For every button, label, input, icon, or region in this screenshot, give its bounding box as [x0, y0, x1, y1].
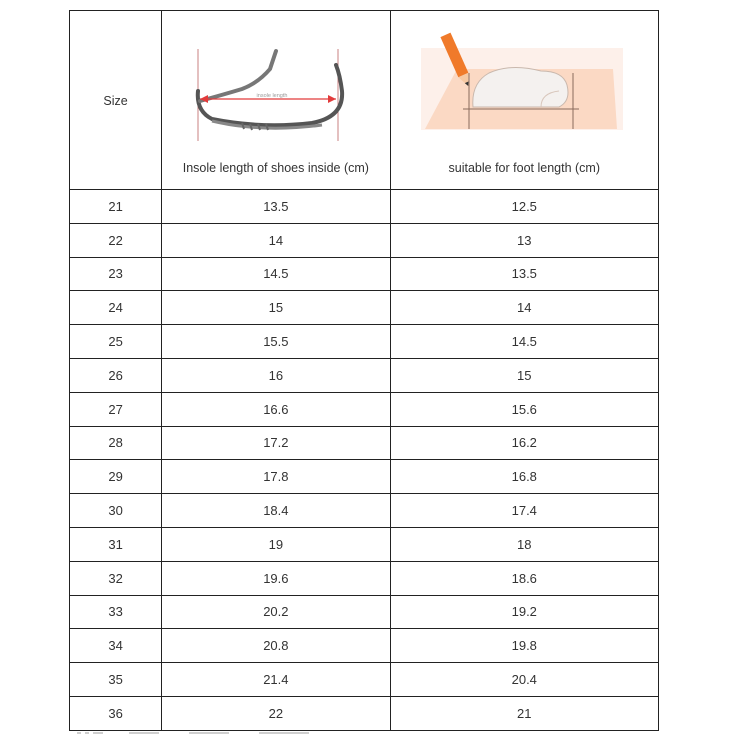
- size-cell: 29: [70, 460, 162, 494]
- shoe-image-label: insole length: [256, 93, 288, 99]
- table-row: [70, 257, 659, 291]
- cut-off-text-line: [69, 731, 329, 735]
- foot-cell: 12.5: [390, 190, 658, 224]
- insole-cell: 16: [162, 358, 390, 392]
- insole-cell: 15.5: [162, 325, 390, 359]
- table-row: [70, 663, 659, 697]
- insole-cell: 18.4: [162, 494, 390, 528]
- size-cell: 36: [70, 696, 162, 730]
- table-row: [70, 527, 659, 561]
- table-row: [70, 291, 659, 325]
- size-cell: 24: [70, 291, 162, 325]
- insole-header: [162, 11, 390, 190]
- size-cell: 28: [70, 426, 162, 460]
- insole-cell: 22: [162, 696, 390, 730]
- insole-cell: 19.6: [162, 561, 390, 595]
- size-cell: 21: [70, 190, 162, 224]
- size-cell: 23: [70, 257, 162, 291]
- size-header-label: Size: [103, 93, 128, 108]
- foot-cell: 21: [390, 696, 658, 730]
- size-cell: 32: [70, 561, 162, 595]
- insole-cell: 13.5: [162, 190, 390, 224]
- size-cell: 35: [70, 663, 162, 697]
- foot-cell: 15.6: [390, 392, 658, 426]
- table-row: [70, 629, 659, 663]
- size-header: [70, 11, 162, 190]
- foot-cell: 16.2: [390, 426, 658, 460]
- insole-cell: 21.4: [162, 663, 390, 697]
- table-row: [70, 696, 659, 730]
- size-cell: 31: [70, 527, 162, 561]
- table-row: [70, 190, 659, 224]
- table-row: [70, 561, 659, 595]
- size-cell: 30: [70, 494, 162, 528]
- table-row: [70, 460, 659, 494]
- table-row: [70, 426, 659, 460]
- insole-cell: 14.5: [162, 257, 390, 291]
- size-cell: 33: [70, 595, 162, 629]
- foot-header: [390, 11, 658, 190]
- foot-header-label: suitable for foot length (cm): [448, 161, 600, 175]
- size-cell: 22: [70, 223, 162, 257]
- insole-cell: 20.8: [162, 629, 390, 663]
- foot-cell: 18: [390, 527, 658, 561]
- insole-header-label: Insole length of shoes inside (cm): [182, 161, 369, 175]
- foot-cell: 19.8: [390, 629, 658, 663]
- size-cell: 26: [70, 358, 162, 392]
- table-row: [70, 358, 659, 392]
- foot-cell: 19.2: [390, 595, 658, 629]
- foot-cell: 17.4: [390, 494, 658, 528]
- foot-cell: 20.4: [390, 663, 658, 697]
- header-row: [70, 11, 659, 190]
- table-row: [70, 325, 659, 359]
- size-cell: 34: [70, 629, 162, 663]
- foot-cell: 14: [390, 291, 658, 325]
- insole-cell: 17.8: [162, 460, 390, 494]
- insole-cell: 20.2: [162, 595, 390, 629]
- foot-cell: 14.5: [390, 325, 658, 359]
- insole-cell: 16.6: [162, 392, 390, 426]
- size-chart-table: [69, 10, 659, 731]
- foot-cell: 15: [390, 358, 658, 392]
- table-row: [70, 595, 659, 629]
- foot-cell: 13: [390, 223, 658, 257]
- insole-cell: 15: [162, 291, 390, 325]
- insole-cell: 19: [162, 527, 390, 561]
- foot-cell: 18.6: [390, 561, 658, 595]
- insole-cell: 14: [162, 223, 390, 257]
- foot-measuring-icon: [391, 11, 659, 146]
- size-cell: 25: [70, 325, 162, 359]
- insole-cell: 17.2: [162, 426, 390, 460]
- foot-cell: 13.5: [390, 257, 658, 291]
- table-row: [70, 392, 659, 426]
- table-row: [70, 494, 659, 528]
- foot-cell: 16.8: [390, 460, 658, 494]
- table-row: [70, 223, 659, 257]
- size-cell: 27: [70, 392, 162, 426]
- shoe-insole-diagram-icon: [162, 11, 390, 146]
